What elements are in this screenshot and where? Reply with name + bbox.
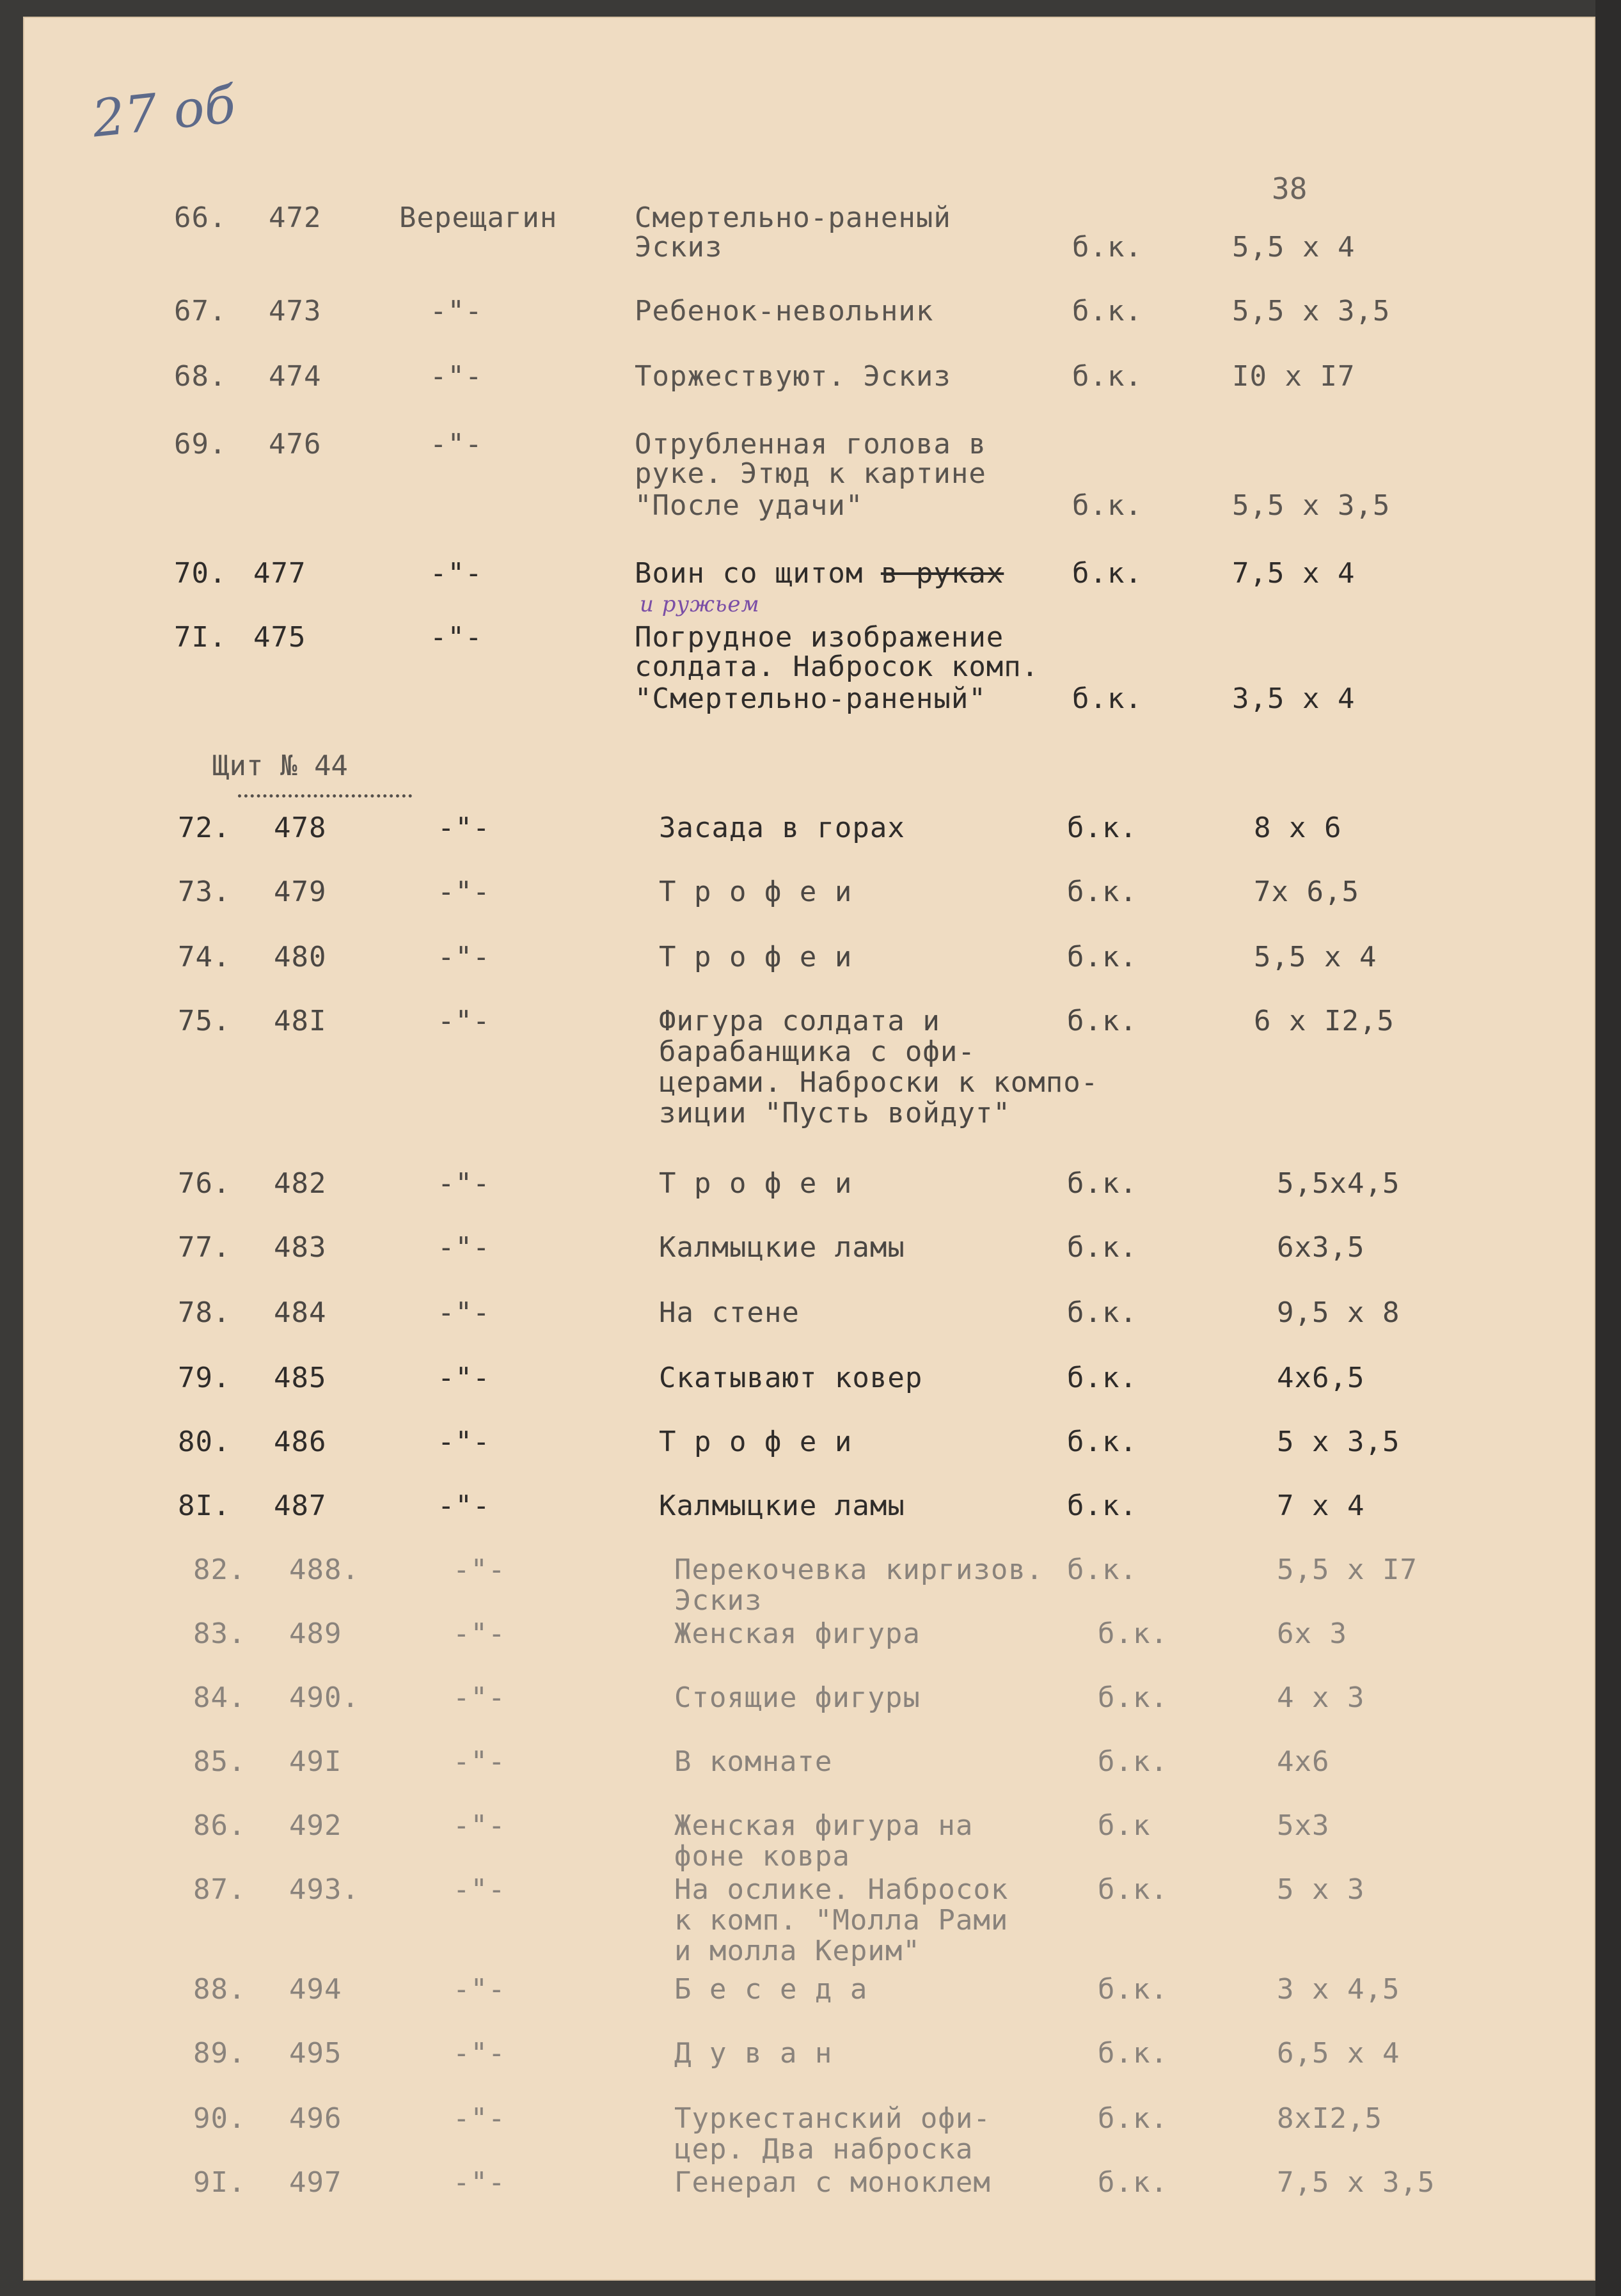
inventory-number: 486 — [274, 1426, 327, 1458]
author: -"- — [453, 2037, 506, 2070]
inventory-number: 477 — [253, 557, 306, 590]
size: 5 х 3 — [1277, 1873, 1365, 1906]
title-line: фоне ковра — [674, 1840, 850, 1873]
author: -"- — [453, 2166, 506, 2199]
row-number: 73. — [178, 876, 231, 908]
title-line: Б е с е д а — [674, 1973, 868, 2006]
title-line: На ослике. Набросок — [674, 1873, 1009, 1906]
row-number: 67. — [174, 295, 227, 327]
title-line: Перекочевка киргизов. — [674, 1553, 1044, 1586]
inventory-number: 473 — [269, 295, 322, 327]
title-line: церами. Наброски к компо- — [659, 1066, 1099, 1099]
row-number: 8I. — [178, 1490, 231, 1522]
document-sheet — [23, 17, 1595, 2281]
title-line: Торжествуют. Эскиз — [635, 360, 951, 393]
row-number: 80. — [178, 1426, 231, 1458]
material: б.к. — [1067, 1296, 1137, 1329]
material: б.к. — [1098, 1973, 1168, 2006]
title-line: и молла Керим" — [674, 1935, 921, 1967]
title-line: руке. Этюд к картине — [635, 457, 986, 490]
inventory-number: 482 — [274, 1167, 327, 1200]
inventory-number: 484 — [274, 1296, 327, 1329]
author: -"- — [438, 1362, 491, 1394]
title-line: Женская фигура — [674, 1617, 921, 1650]
material: б.к. — [1098, 1681, 1168, 1714]
size: 8хI2,5 — [1277, 2102, 1382, 2135]
row-number: 66. — [174, 201, 227, 234]
author: -"- — [438, 1005, 491, 1037]
inventory-number: 472 — [269, 201, 322, 234]
author: -"- — [438, 1231, 491, 1264]
inventory-number: 495 — [289, 2037, 342, 2070]
author: -"- — [438, 941, 491, 973]
row-number: 69. — [174, 428, 227, 460]
row-number: 77. — [178, 1231, 231, 1264]
row-number: 74. — [178, 941, 231, 973]
title-line: Засада в горах — [659, 812, 905, 844]
size: I0 х I7 — [1232, 360, 1356, 393]
inventory-number: 496 — [289, 2102, 342, 2135]
size: 3 х 4,5 — [1277, 1973, 1400, 2006]
size: 5,5 х 3,5 — [1232, 489, 1391, 522]
author: -"- — [453, 1553, 506, 1586]
author: -"- — [438, 1490, 491, 1522]
material: б.к. — [1098, 2037, 1168, 2070]
title-line: солдата. Набросок комп. — [635, 650, 1040, 683]
size: 7х 6,5 — [1254, 876, 1359, 908]
size: 6 х I2,5 — [1254, 1005, 1395, 1037]
material: б.к. — [1098, 1745, 1168, 1778]
size: 5,5 х I7 — [1277, 1553, 1418, 1586]
material: б.к. — [1072, 231, 1143, 263]
struck-text: в руках — [880, 557, 1004, 590]
title-line: цер. Два наброска — [674, 2133, 974, 2166]
scanner-edge — [1595, 0, 1621, 2296]
row-number: 87. — [193, 1873, 246, 1906]
title-line: На стене — [659, 1296, 800, 1329]
inventory-number: 476 — [269, 428, 322, 460]
title-line: Женская фигура на — [674, 1809, 974, 1842]
author: Верещагин — [399, 201, 558, 234]
size: 5,5 х 4 — [1232, 231, 1356, 263]
material: б.к. — [1067, 1231, 1137, 1264]
size: 5,5 х 4 — [1254, 941, 1377, 973]
material: б.к. — [1067, 1005, 1137, 1037]
material: б.к — [1098, 1809, 1151, 1842]
title-line: Эскиз — [635, 231, 723, 263]
inventory-number: 475 — [253, 621, 306, 654]
title-line: Т р о ф е и — [659, 876, 853, 908]
row-number: 68. — [174, 360, 227, 393]
author: -"- — [438, 1296, 491, 1329]
row-number: 79. — [178, 1362, 231, 1394]
size: 8 х 6 — [1254, 812, 1342, 844]
author: -"- — [453, 1681, 506, 1714]
material: б.к. — [1098, 2102, 1168, 2135]
size: 4х6 — [1277, 1745, 1330, 1778]
title-line: Д у в а н — [674, 2037, 833, 2070]
row-number: 9I. — [193, 2166, 246, 2199]
material: б.к. — [1098, 1617, 1168, 1650]
inventory-number: 49I — [289, 1745, 342, 1778]
row-number: 72. — [178, 812, 231, 844]
inventory-number: 490. — [289, 1681, 360, 1714]
material: б.к. — [1098, 1873, 1168, 1906]
material: б.к. — [1067, 1490, 1137, 1522]
inventory-number: 492 — [289, 1809, 342, 1842]
material: б.к. — [1072, 360, 1143, 393]
material: б.к. — [1072, 682, 1143, 715]
row-number: 88. — [193, 1973, 246, 2006]
size: 9,5 х 8 — [1277, 1296, 1400, 1329]
inventory-number: 487 — [274, 1490, 327, 1522]
row-number: 90. — [193, 2102, 246, 2135]
size: 6х 3 — [1277, 1617, 1347, 1650]
author: -"- — [430, 428, 483, 460]
title-line: Т р о ф е и — [659, 941, 853, 973]
material: б.к. — [1067, 876, 1137, 908]
title-line: Смертельно-раненый — [635, 201, 951, 234]
title-line: "После удачи" — [635, 489, 864, 522]
row-number: 76. — [178, 1167, 231, 1200]
title-line: Генерал с моноклем — [674, 2166, 991, 2199]
material: б.к. — [1067, 812, 1137, 844]
author: -"- — [430, 360, 483, 393]
inventory-number: 497 — [289, 2166, 342, 2199]
heading-underline — [238, 794, 412, 798]
inventory-number: 485 — [274, 1362, 327, 1394]
material: б.к. — [1072, 557, 1143, 590]
inventory-number: 48I — [274, 1005, 327, 1037]
author: -"- — [453, 1745, 506, 1778]
material: б.к. — [1067, 1553, 1137, 1586]
author: -"- — [430, 295, 483, 327]
section-heading-shield: Щит № 44 — [212, 750, 348, 782]
size: 5 х 3,5 — [1277, 1426, 1400, 1458]
author: -"- — [453, 1809, 506, 1842]
size: 7,5 х 3,5 — [1277, 2166, 1435, 2199]
inventory-number: 479 — [274, 876, 327, 908]
row-number: 89. — [193, 2037, 246, 2070]
row-number: 7I. — [174, 621, 227, 654]
material: б.к. — [1067, 1362, 1137, 1394]
size: 7,5 х 4 — [1232, 557, 1356, 590]
inventory-number: 489 — [289, 1617, 342, 1650]
author: -"- — [438, 876, 491, 908]
title-line: Фигура солдата и — [659, 1005, 940, 1037]
title-line: зиции "Пусть войдут" — [659, 1097, 1011, 1129]
title-line: Стоящие фигуры — [674, 1681, 921, 1714]
size: 4 х 3 — [1277, 1681, 1365, 1714]
title-line: Скатывают ковер — [659, 1362, 923, 1394]
author: -"- — [438, 1167, 491, 1200]
size: 6х3,5 — [1277, 1231, 1365, 1264]
corner-folio-note: 27 об — [89, 74, 239, 149]
title-line: Ребенок-невольник — [635, 295, 934, 327]
title-line: Воин со щитом в руках — [635, 557, 1004, 590]
size: 6,5 х 4 — [1277, 2037, 1400, 2070]
material: б.к. — [1067, 1167, 1137, 1200]
title-line: барабанщика с офи- — [659, 1035, 976, 1068]
inventory-number: 493. — [289, 1873, 360, 1906]
inventory-number: 488. — [289, 1553, 360, 1586]
inventory-number: 483 — [274, 1231, 327, 1264]
page-number: 38 — [1272, 171, 1308, 206]
row-number: 75. — [178, 1005, 231, 1037]
material: б.к. — [1072, 489, 1143, 522]
title-line: "Смертельно-раненый" — [635, 682, 986, 715]
author: -"- — [430, 557, 483, 590]
inventory-number: 494 — [289, 1973, 342, 2006]
title-line: Т р о ф е и — [659, 1426, 853, 1458]
size: 5х3 — [1277, 1809, 1330, 1842]
row-number: 83. — [193, 1617, 246, 1650]
title-line: Отрубленная голова в — [635, 428, 986, 460]
inventory-number: 480 — [274, 941, 327, 973]
material: б.к. — [1067, 941, 1137, 973]
size: 4х6,5 — [1277, 1362, 1365, 1394]
size: 7 х 4 — [1277, 1490, 1365, 1522]
title-line: к комп. "Молла Рами — [674, 1904, 1009, 1937]
title-line: Туркестанский офи- — [674, 2102, 991, 2135]
author: -"- — [438, 1426, 491, 1458]
author: -"- — [453, 2102, 506, 2135]
title-line: Погрудное изображение — [635, 621, 1004, 654]
size: 3,5 х 4 — [1232, 682, 1356, 715]
title-line: Калмыцкие ламы — [659, 1490, 905, 1522]
title-line: Эскиз — [674, 1584, 763, 1617]
inventory-number: 474 — [269, 360, 322, 393]
author: -"- — [430, 621, 483, 654]
author: -"- — [438, 812, 491, 844]
row-number: 85. — [193, 1745, 246, 1778]
author: -"- — [453, 1973, 506, 2006]
title-line: Калмыцкие ламы — [659, 1231, 905, 1264]
row-number: 82. — [193, 1553, 246, 1586]
title-line: Т р о ф е и — [659, 1167, 853, 1200]
handwritten-insert: и ружьем — [640, 592, 760, 617]
material: б.к. — [1098, 2166, 1168, 2199]
author: -"- — [453, 1873, 506, 1906]
row-number: 78. — [178, 1296, 231, 1329]
inventory-number: 478 — [274, 812, 327, 844]
row-number: 70. — [174, 557, 227, 590]
title-line: В комнате — [674, 1745, 833, 1778]
author: -"- — [453, 1617, 506, 1650]
row-number: 84. — [193, 1681, 246, 1714]
row-number: 86. — [193, 1809, 246, 1842]
material: б.к. — [1072, 295, 1143, 327]
material: б.к. — [1067, 1426, 1137, 1458]
size: 5,5х4,5 — [1277, 1167, 1400, 1200]
size: 5,5 х 3,5 — [1232, 295, 1391, 327]
